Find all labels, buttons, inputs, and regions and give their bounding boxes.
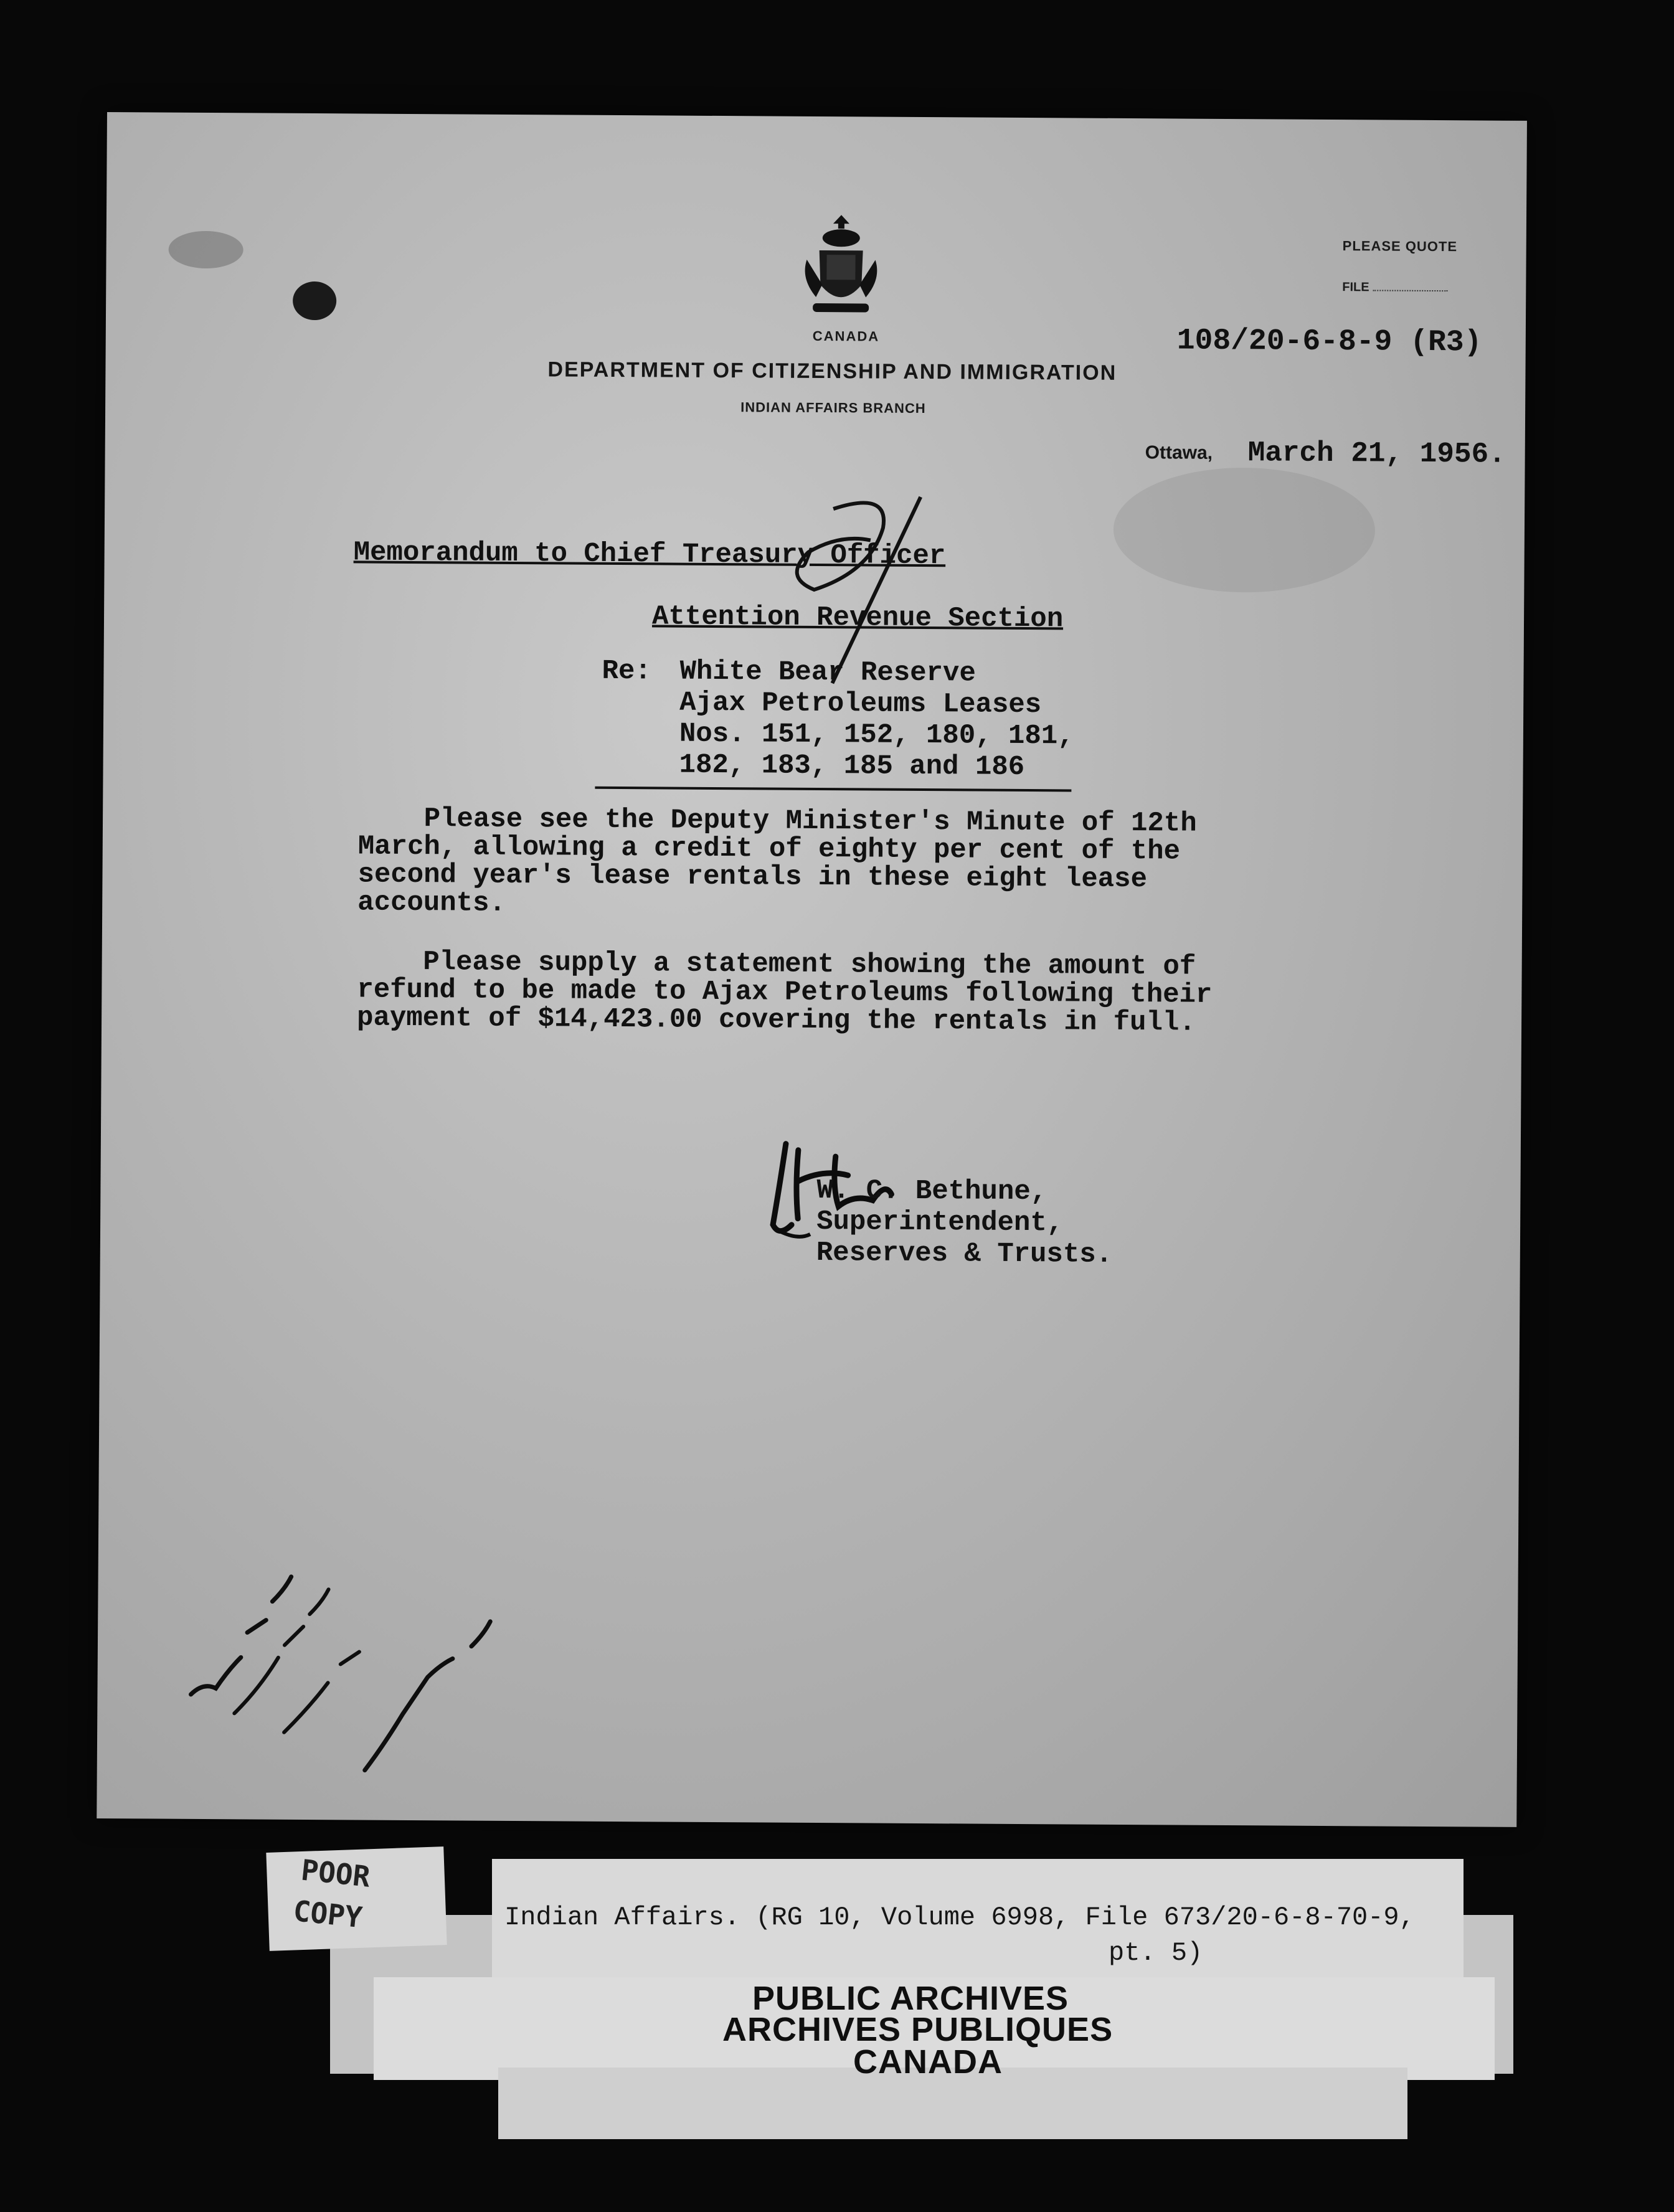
ink-stain: [293, 281, 336, 320]
place-label: Ottawa,: [1145, 442, 1213, 463]
re-underline: [595, 787, 1071, 792]
paragraph-line: accounts.: [357, 887, 506, 919]
memo-date: March 21, 1956.: [1247, 437, 1506, 471]
coat-of-arms-icon: [794, 210, 888, 326]
paragraph-line: second year's lease rentals in these eight lease: [357, 859, 1148, 896]
department-name: DEPARTMENT OF CITIZENSHIP AND IMMIGRATION: [547, 357, 1117, 385]
please-quote-label: PLEASE QUOTE: [1342, 238, 1458, 255]
signatory-title: Superintendent,: [816, 1206, 1064, 1239]
archives-line: PUBLIC ARCHIVES: [752, 1980, 1069, 2017]
file-label: FILE: [1342, 280, 1369, 295]
poor-copy-line: POOR: [300, 1853, 372, 1894]
memo-recipient: Memorandum to Chief Treasury Officer: [353, 537, 946, 572]
reference-line: pt. 5): [1109, 1938, 1203, 1968]
poor-copy-line: COPY: [291, 1893, 364, 1935]
paragraph-line: payment of $14,423.00 covering the rentals in full.: [356, 1002, 1196, 1039]
signatory-name: W. C. Bethune,: [816, 1175, 1047, 1208]
signatory-division: Reserves & Trusts.: [816, 1237, 1113, 1270]
handwritten-mark: [732, 483, 939, 690]
re-label: Re:: [602, 655, 651, 688]
memo-attention: Attention Revenue Section: [651, 601, 1064, 635]
re-line: Ajax Petroleums Leases: [679, 687, 1042, 721]
branch-name: INDIAN AFFAIRS BRANCH: [740, 399, 926, 417]
smudge: [168, 231, 243, 269]
crest-caption: CANADA: [812, 328, 880, 344]
paragraph-line: refund to be made to Ajax Petroleums following their: [357, 974, 1213, 1011]
paragraph-line: March, allowing a credit of eighty per cent of the: [357, 831, 1181, 867]
faint-stamp: [1113, 467, 1375, 593]
file-number: 108/20-6-8-9 (R3): [1176, 324, 1482, 360]
paragraph-line: Please supply a statement showing the amount of: [357, 946, 1196, 983]
reference-line: Indian Affairs. (RG 10, Volume 6998, File 673/20-6-8-70-9,: [504, 1902, 1415, 1932]
margin-handwriting: [178, 1508, 529, 1777]
re-line: 182, 183, 185 and 186: [679, 749, 1025, 783]
re-line: Nos. 151, 152, 180, 181,: [679, 718, 1074, 752]
poor-copy-tag: [266, 1846, 447, 1951]
archives-line: ARCHIVES PUBLIQUES: [722, 2011, 1114, 2048]
re-line: White Bear Reserve: [679, 656, 976, 689]
archives-line: CANADA: [853, 2043, 1003, 2081]
file-field: [1342, 280, 1447, 295]
paragraph-line: Please see the Deputy Minister's Minute of 12th: [357, 803, 1197, 839]
memo-sheet: [97, 112, 1527, 1827]
